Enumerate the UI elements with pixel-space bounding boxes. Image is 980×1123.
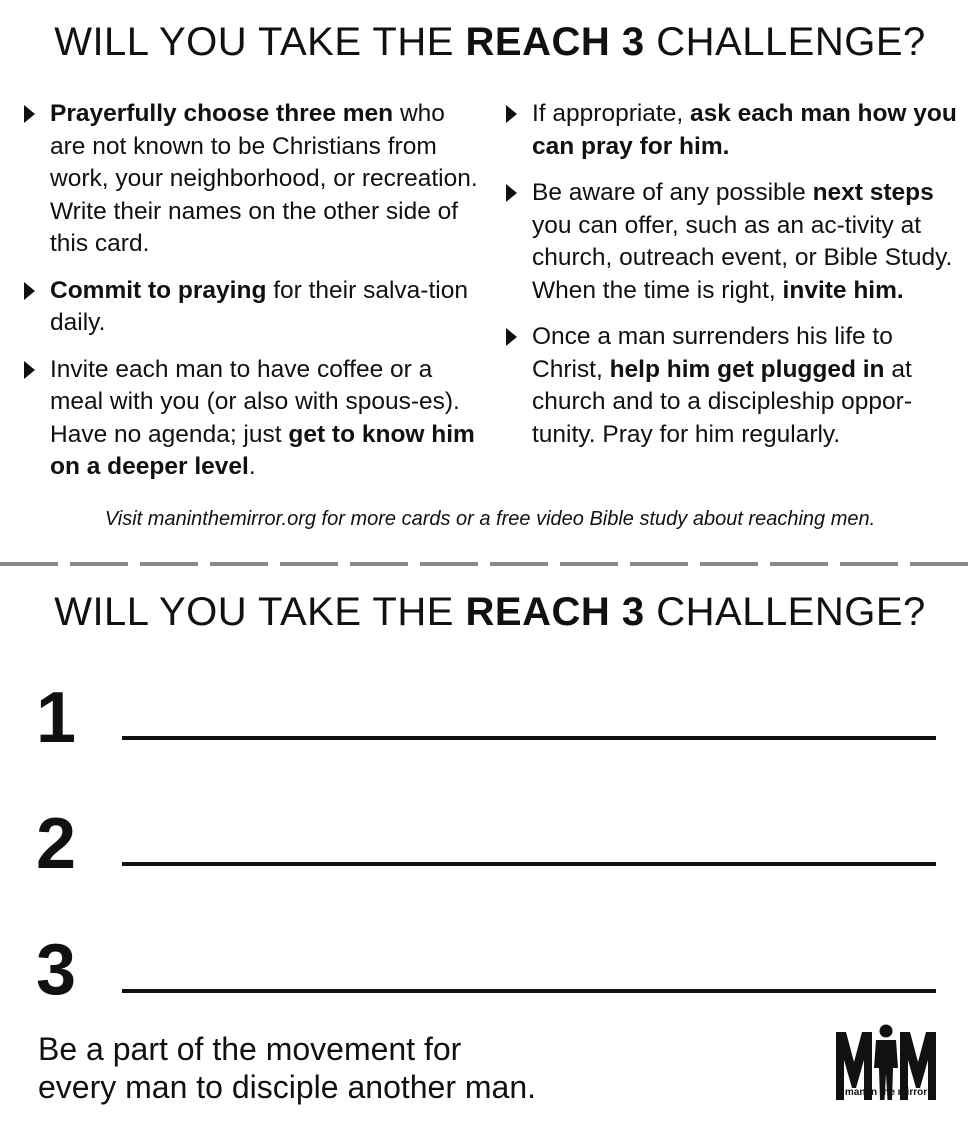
bullet-text: Invite each man to have coffee or a meal with you (or also with spous-es). Have no agenda; just	[50, 355, 460, 448]
dash-segment	[280, 562, 338, 566]
bullet-bold: Commit to praying	[50, 276, 267, 304]
triangle-bullet-icon	[506, 184, 517, 202]
logo-caption: man in the mirror	[844, 1087, 928, 1098]
card-title	[0, 20, 980, 65]
dash-segment	[420, 562, 478, 566]
bullet-bold: help him get plugged in	[609, 355, 885, 383]
triangle-bullet-icon	[24, 361, 35, 379]
bullet-bold: next steps	[812, 179, 934, 206]
number-two: 2	[36, 804, 77, 884]
dash-segment	[70, 562, 128, 566]
left-bullet-column	[22, 98, 482, 498]
dash-segment	[770, 562, 828, 566]
number-three: 3	[36, 930, 77, 1010]
bullet-item	[504, 177, 964, 307]
bullet-item	[22, 354, 482, 484]
title-prefix: WILL YOU TAKE THE	[54, 20, 466, 64]
cut-line-divider	[0, 562, 980, 566]
tagline-line-1: Be a part of the movement for	[38, 1031, 462, 1067]
name-line-2[interactable]	[122, 862, 936, 866]
movement-tagline	[38, 1030, 536, 1106]
title-bold: REACH 3	[465, 590, 645, 634]
name-line-3[interactable]	[122, 989, 936, 993]
bullet-bold: Prayerfully choose three men	[50, 100, 394, 127]
bullet-item	[22, 98, 482, 261]
dash-segment	[630, 562, 688, 566]
tagline-line-2: every man to disciple another man.	[38, 1069, 537, 1105]
bullet-text: at church and to a discipleship oppor-tunity. Pray for him regularly.	[532, 355, 912, 448]
bullet-item	[504, 321, 964, 451]
bullet-text: If appropriate,	[532, 100, 690, 127]
dash-segment	[840, 562, 898, 566]
bullet-bold: ask each man how you can pray for him.	[532, 100, 957, 160]
title-suffix: CHALLENGE?	[644, 20, 926, 64]
title-suffix: CHALLENGE?	[644, 590, 926, 634]
bullet-text: Once a man surrenders his life to Christ,	[532, 323, 893, 383]
title-prefix: WILL YOU TAKE THE	[54, 590, 466, 634]
dash-segment	[910, 562, 968, 566]
card-title-back	[0, 590, 980, 635]
dash-segment	[210, 562, 268, 566]
triangle-bullet-icon	[506, 105, 517, 123]
dash-segment	[490, 562, 548, 566]
dash-segment	[0, 562, 58, 566]
bullet-text: who are not known to be Christians from work, your neighborhood, or recreation. Write their names on the other side of this card.	[50, 100, 478, 257]
dash-segment	[700, 562, 758, 566]
dash-segment	[350, 562, 408, 566]
bullet-item	[504, 98, 964, 163]
title-bold: REACH 3	[465, 20, 645, 64]
dash-segment	[140, 562, 198, 566]
number-one: 1	[36, 678, 77, 758]
triangle-bullet-icon	[24, 282, 35, 300]
triangle-bullet-icon	[24, 105, 35, 123]
right-bullet-column	[504, 98, 964, 465]
bullet-text: Be aware of any possible	[532, 179, 813, 206]
bullet-text: for their salva-tion daily.	[50, 276, 468, 336]
bullet-item	[22, 275, 482, 340]
bullet-bold: get to know him on a deeper level	[50, 420, 475, 480]
bullet-text: you can offer, such as an ac-tivity at church, outreach event, or Bible Study. When the time is right,	[532, 211, 953, 304]
name-line-1[interactable]	[122, 736, 936, 740]
dash-segment	[560, 562, 618, 566]
bullet-bold: invite him.	[782, 276, 904, 304]
triangle-bullet-icon	[506, 328, 517, 346]
bullet-text: .	[248, 453, 256, 480]
visit-website-note: Visit maninthemirror.org for more cards or a free video Bible study about reaching men.	[104, 508, 876, 530]
